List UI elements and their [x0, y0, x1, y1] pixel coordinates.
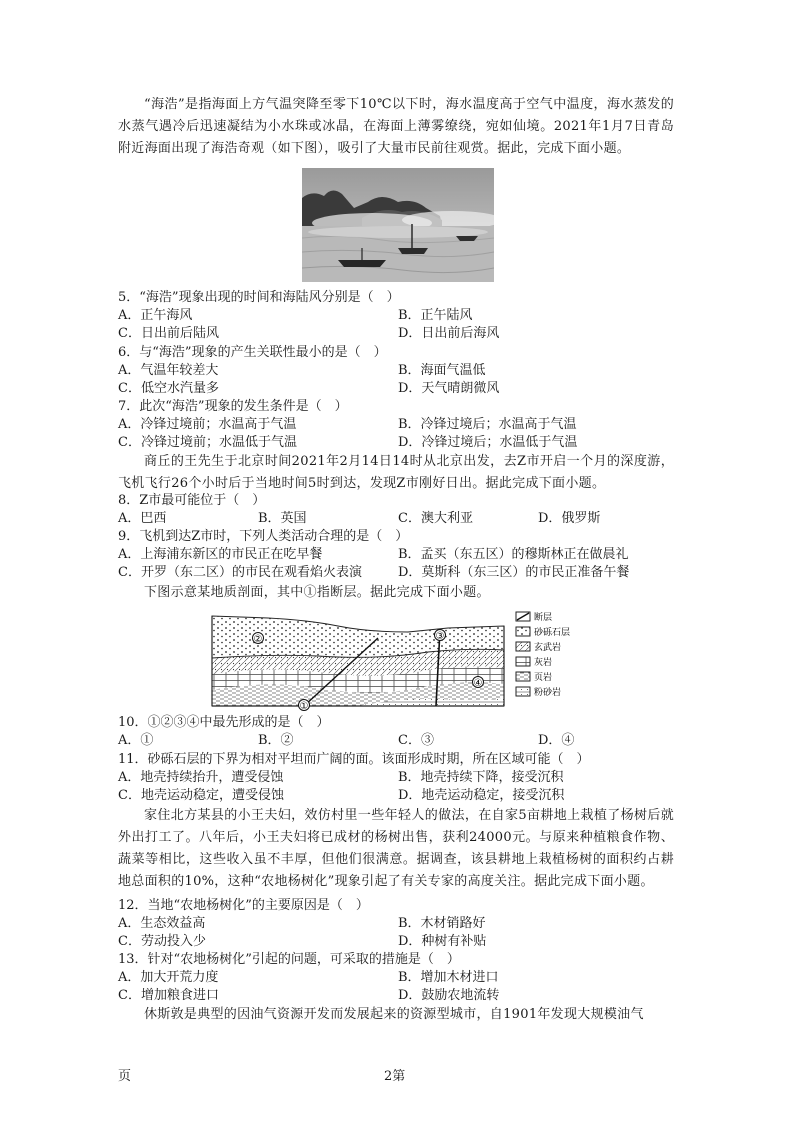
question-6-stem: 6．与“海浩”现象的产生关联性最小的是（ ） — [118, 345, 387, 360]
marker-2 — [253, 633, 264, 646]
q5-option-b[interactable]: B．正午陆风 — [398, 308, 473, 323]
q11-option-c[interactable]: C．地壳运动稳定，遭受侵蚀 — [118, 788, 284, 803]
q6-option-c[interactable]: C．低空水汽量多 — [118, 381, 219, 396]
legend-swatch-basalt — [516, 642, 530, 651]
legend-swatch-siltstone — [516, 687, 530, 696]
passage-haihao: “海浩”是指海面上方气温突降至零下10℃以下时，海水温度高于空气中温度，海水蒸发的水蒸气遇冷后迅速凝结为小水珠或冰晶，在海面上薄雾缭绕，宛如仙境。2021年1月7日青岛附近海面出现了海浩奇观（如下图），吸引了大量市民前往观赏。据此，完成下面小题。 — [118, 97, 674, 156]
q8-option-b[interactable]: B．英国 — [258, 511, 307, 526]
q12-option-a[interactable]: A．生态效益高 — [118, 916, 206, 931]
legend-label-basalt: 玄武岩 — [534, 643, 562, 653]
geologic-cross-section — [208, 608, 592, 712]
question-7-options-row1 — [118, 416, 678, 434]
q13-option-b[interactable]: B．增加木材进口 — [398, 970, 499, 985]
question-5-options-row2 — [118, 325, 678, 343]
question-10-options — [118, 732, 678, 750]
svg-text:①: ① — [299, 701, 309, 712]
question-7-options-row2 — [118, 434, 678, 452]
question-11-stem: 11．砂砾石层的下界为相对平坦而广阔的面。该面形成时期，所在区域可能（ ） — [118, 752, 590, 767]
question-11-options-row2 — [118, 787, 678, 805]
q7-option-c[interactable]: C．冷锋过境前；水温低于气温 — [118, 435, 297, 450]
q11-option-d[interactable]: D．地壳运动稳定，接受沉积 — [398, 788, 565, 803]
haihao-photo — [302, 168, 494, 282]
passage-poplar: 家住北方某县的小王夫妇，效仿村里一些年轻人的做法，在自家5亩耕地上栽植了杨树后就外出打工了。八年后，小王夫妇将已成材的杨树出售，获利24000元。与原来种植粮食作物、蔬菜等相比，这些收入虽不丰厚，但他们很满意。据调查，该县耕地上栽植杨树的面积约占耕地总面积的10%，这种“农地杨树化”现象引起了有关专家的高度关注。据此完成下面小题。 — [118, 808, 674, 889]
question-9-options-row1 — [118, 546, 678, 564]
q9-option-c[interactable]: C．开罗（东二区）的市民在观看焰火表演 — [118, 565, 362, 580]
svg-text:④: ④ — [473, 678, 483, 689]
q11-option-a[interactable]: A．地壳持续抬升，遭受侵蚀 — [118, 770, 284, 785]
question-12-options-row2 — [118, 933, 678, 951]
legend-label-siltstone: 粉砂岩 — [534, 688, 562, 698]
sea-smoke-photo-illustration — [302, 168, 494, 282]
question-5-options-row1 — [118, 307, 678, 325]
footer-left: 页 — [118, 1069, 132, 1084]
marker-3 — [435, 630, 446, 643]
marker-1 — [299, 700, 310, 713]
question-6-options-row2 — [118, 380, 678, 398]
question-9-stem: 9．飞机到达Z市时，下列人类活动合理的是（ ） — [118, 529, 409, 544]
q8-option-a[interactable]: A．巴西 — [118, 511, 167, 526]
q10-option-c[interactable]: C．③ — [398, 733, 434, 748]
question-10-stem: 10．①②③④中最先形成的是（ ） — [118, 715, 330, 730]
q6-option-b[interactable]: B．海面气温低 — [398, 363, 486, 378]
legend-label-gravel: 砂砾石层 — [534, 628, 571, 638]
q9-option-d[interactable]: D．莫斯科（东三区）的市民正准备午餐 — [398, 565, 630, 580]
q6-option-a[interactable]: A．气温年较差大 — [118, 363, 219, 378]
legend-swatch-gravel — [516, 627, 530, 636]
q8-option-d[interactable]: D．俄罗斯 — [538, 511, 601, 526]
question-8-stem: 8．Z市最可能位于（ ） — [118, 493, 266, 508]
q12-option-b[interactable]: B．木材销路好 — [398, 916, 486, 931]
question-5-stem: 5．“海浩”现象出现的时间和海陆风分别是（ ） — [118, 290, 400, 305]
q10-option-a[interactable]: A．① — [118, 733, 154, 748]
question-13-options-row2 — [118, 987, 678, 1005]
legend-label-limestone: 灰岩 — [534, 658, 553, 668]
passage-geology: 下图示意某地质剖面，其中①指断层。据此完成下面小题。 — [144, 585, 490, 600]
q13-option-d[interactable]: D．鼓励农地流转 — [398, 988, 500, 1003]
svg-text:②: ② — [253, 634, 263, 645]
q13-option-a[interactable]: A．加大开荒力度 — [118, 970, 219, 985]
svg-text:③: ③ — [435, 631, 445, 642]
question-13-stem: 13．针对“农地杨树化”引起的问题，可采取的措施是（ ） — [118, 952, 460, 967]
passage-z-city: 商丘的王先生于北京时间2021年2月14日14时从北京出发，去Z市开启一个月的深度游，飞机飞行26个小时后于当地时间5时到达，发现Z市刚好日出。据此完成下面小题。 — [118, 454, 674, 491]
question-11-options-row1 — [118, 769, 678, 787]
q12-option-c[interactable]: C．劳动投入少 — [118, 934, 206, 949]
q13-option-c[interactable]: C．增加粮食进口 — [118, 988, 219, 1003]
legend-label-shale: 页岩 — [534, 673, 553, 683]
marker-4 — [473, 677, 484, 690]
legend-label-fault: 断层 — [534, 613, 553, 623]
legend-swatch-limestone — [516, 657, 530, 666]
question-12-stem: 12．当地“农地杨树化”的主要原因是（ ） — [118, 898, 369, 913]
q11-option-b[interactable]: B．地壳持续下降，接受沉积 — [398, 770, 564, 785]
q5-option-a[interactable]: A．正午海风 — [118, 308, 193, 323]
q7-option-d[interactable]: D．冷锋过境后；水温低于气温 — [398, 435, 578, 450]
question-13-options-row1 — [118, 969, 678, 987]
question-7-stem: 7．此次“海浩”现象的发生条件是（ ） — [118, 399, 348, 414]
question-9-options-row2 — [118, 564, 678, 582]
q6-option-d[interactable]: D．天气晴朗微风 — [398, 381, 500, 396]
legend — [516, 611, 570, 698]
cross-section-diagram — [208, 608, 592, 712]
q10-option-d[interactable]: D．④ — [538, 733, 575, 748]
q9-option-a[interactable]: A．上海浦东新区的市民正在吃早餐 — [118, 547, 323, 562]
q12-option-d[interactable]: D．种树有补贴 — [398, 934, 487, 949]
footer-page-number: 2第 — [384, 1069, 406, 1084]
q8-option-c[interactable]: C．澳大利亚 — [398, 511, 473, 526]
question-8-options — [118, 510, 678, 528]
q7-option-b[interactable]: B．冷锋过境后；水温高于气温 — [398, 417, 577, 432]
question-6-options-row1 — [118, 362, 678, 380]
q10-option-b[interactable]: B．② — [258, 733, 294, 748]
q5-option-c[interactable]: C．日出前后陆风 — [118, 326, 219, 341]
legend-swatch-shale — [516, 672, 530, 681]
q5-option-d[interactable]: D．日出前后海风 — [398, 326, 500, 341]
q7-option-a[interactable]: A．冷锋过境前；水温高于气温 — [118, 417, 297, 432]
q9-option-b[interactable]: B．孟买（东五区）的穆斯林正在做晨礼 — [398, 547, 629, 562]
question-12-options-row1 — [118, 915, 678, 933]
passage-houston: 休斯敦是典型的因油气资源开发而发展起来的资源型城市，自1901年发现大规模油气 — [144, 1007, 644, 1022]
